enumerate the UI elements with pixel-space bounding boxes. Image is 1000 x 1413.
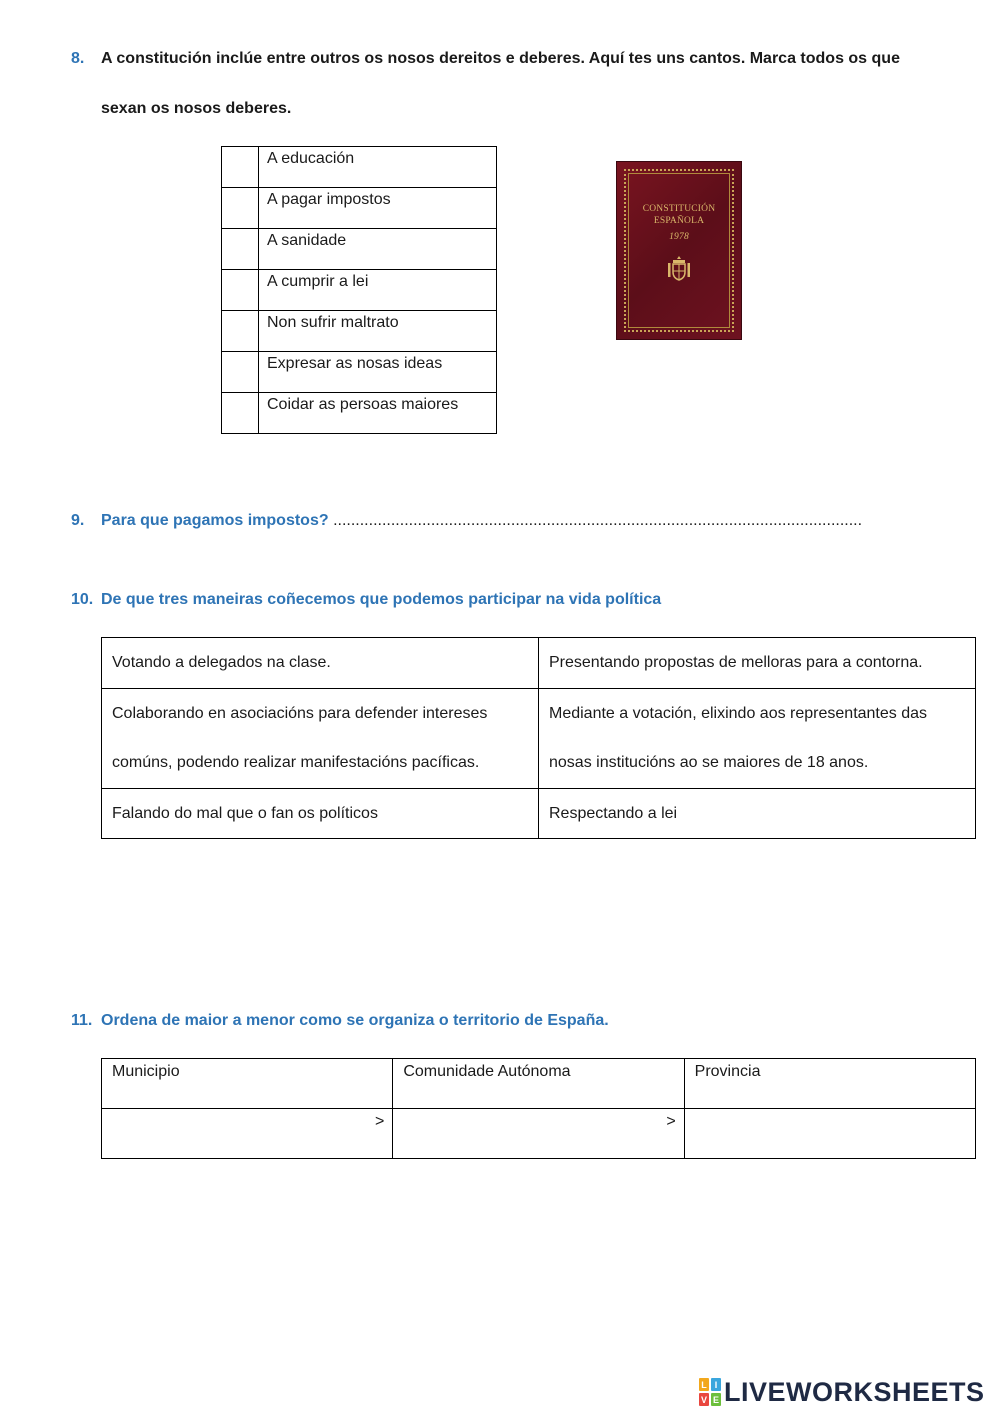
q9-number: 9.	[71, 512, 85, 529]
q11-order-table	[101, 1058, 976, 1159]
q8-option-label: A cumprir a lei	[259, 270, 497, 311]
book-title-line1: CONSTITUCIÓN	[642, 204, 716, 214]
q8-option-label: A pagar impostos	[259, 188, 497, 229]
q8-option-label: A sanidade	[259, 229, 497, 270]
q8-option-row	[222, 270, 497, 311]
q11-answer-slot-2[interactable]	[393, 1109, 684, 1159]
q8-option-label: A educación	[259, 147, 497, 188]
q8-option-row	[222, 352, 497, 393]
q10-answers-table	[101, 637, 976, 839]
q11-question: Ordena de maior a menor como se organiza o territorio de España.	[101, 1012, 609, 1029]
q10-option-cell[interactable]: Falando do mal que o fan os políticos	[102, 788, 539, 839]
q8-option-row	[222, 229, 497, 270]
greater-than-sign: >	[374, 1113, 385, 1130]
q8-checkbox[interactable]	[222, 393, 259, 434]
q9-question: Para que pagamos impostos?	[101, 512, 329, 529]
logo-letter-v: V	[700, 1395, 708, 1405]
q8-checkbox[interactable]	[222, 352, 259, 393]
book-year: 1978	[669, 232, 689, 242]
q11-number: 11.	[71, 1012, 93, 1029]
q8-option-row	[222, 311, 497, 352]
q10-option-cell[interactable]: Respectando a lei	[539, 788, 976, 839]
q8-option-row	[222, 147, 497, 188]
q8-checkbox[interactable]	[222, 311, 259, 352]
logo-letter-e: E	[712, 1395, 720, 1405]
q8-number: 8.	[71, 50, 85, 67]
coat-of-arms-icon	[667, 254, 691, 282]
liveworksheets-logo-icon	[698, 1375, 722, 1409]
q8-options-table	[221, 146, 497, 434]
q11-answer-slot-3[interactable]	[684, 1109, 975, 1159]
q10-option-cell[interactable]: Presentando propostas de melloras para a contorna.	[539, 638, 976, 689]
q9-answer-line[interactable]: .......................................................................................................................	[333, 512, 863, 529]
q11-item-2[interactable]: Comunidade Autónoma	[393, 1059, 684, 1109]
q10-number: 10.	[71, 591, 94, 608]
q8-checkbox[interactable]	[222, 188, 259, 229]
q8-option-row	[222, 188, 497, 229]
q10-option-cell[interactable]: Votando a delegados na clase.	[102, 638, 539, 689]
logo-letter-i: I	[714, 1380, 718, 1390]
q8-option-row	[222, 393, 497, 434]
logo-letter-l: L	[701, 1380, 707, 1390]
q11-item-1[interactable]: Municipio	[102, 1059, 393, 1109]
q10-option-cell[interactable]: Colaborando en asociacións para defender intereses comúns, podendo realizar manifestacións pacíficas.	[102, 688, 539, 788]
liveworksheets-logo-text: LIVEWORKSHEETS	[724, 1377, 985, 1407]
q8-option-label: Coidar as persoas maiores	[259, 393, 497, 434]
q8-question-line1: A constitución inclúe entre outros os nosos dereitos e deberes. Aquí tes uns cantos. Marca todos os que	[101, 50, 900, 67]
q8-checkbox[interactable]	[222, 270, 259, 311]
q8-option-label: Non sufrir maltrato	[259, 311, 497, 352]
q10-row	[102, 788, 976, 839]
q10-row	[102, 638, 976, 689]
constitution-book-image	[617, 162, 741, 339]
q10-question: De que tres maneiras coñecemos que podemos participar na vida política	[101, 591, 662, 608]
q8-question-line2: sexan os nosos deberes.	[101, 100, 292, 117]
greater-than-sign: >	[666, 1113, 676, 1130]
q11-answer-slot-1[interactable]	[102, 1109, 393, 1159]
q8-checkbox[interactable]	[222, 229, 259, 270]
q10-option-cell[interactable]: Mediante a votación, elixindo aos representantes das nosas institucións ao se maiores de 18 anos.	[539, 688, 976, 788]
q8-checkbox[interactable]	[222, 147, 259, 188]
q11-item-3[interactable]: Provincia	[684, 1059, 975, 1109]
book-title-line2: ESPAÑOLA	[653, 216, 705, 226]
q10-row	[102, 688, 976, 788]
q8-option-label: Expresar as nosas ideas	[259, 352, 497, 393]
